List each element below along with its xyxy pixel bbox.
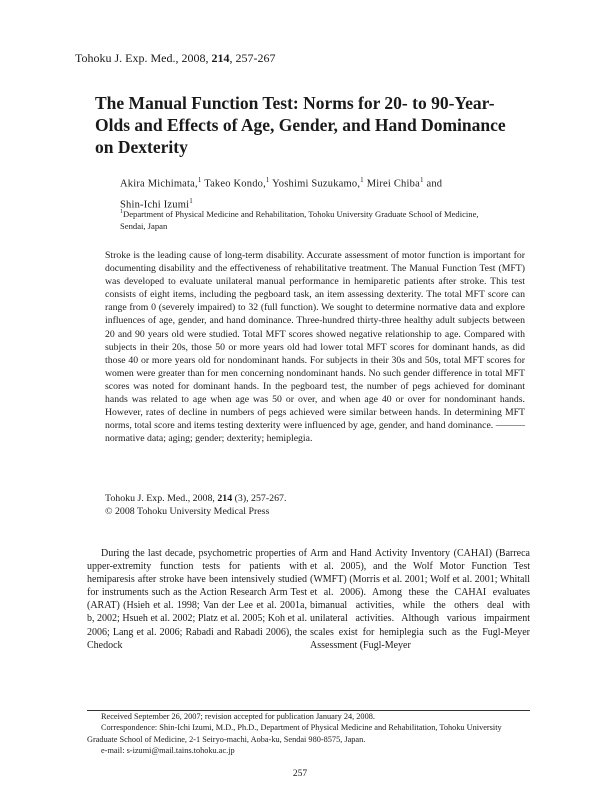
author-affiliation-mark: 1 [197,176,202,184]
affiliation-text: Department of Physical Medicine and Rehabilitation, Tohoku University Graduate School of Medicine, Sendai, Japan [120,208,479,231]
page-number: 257 [292,769,308,779]
journal-pages: , 257-267 [229,51,276,65]
author-conjunction: and [426,178,443,190]
author-name: Takeo Kondo, [204,178,266,190]
citation-line [105,492,525,505]
author-affiliation-mark: 1 [419,176,424,184]
correspondence-note: Correspondence: Shin-Ichi Izumi, M.D., Ph.D., Department of Physical Medicine and Rehabilitation, Tohoku University Graduate School of Medicine, 2-1 Seiryo-machi, Aoba-ku, Sendai 980-8575, Japan. [87,723,502,744]
author-affiliation-mark: 1 [265,176,270,184]
author-name: Akira Michimata, [120,178,198,190]
keywords: normative data; aging; gender; dexterity; hemiplegia. [105,433,313,445]
affiliation-mark: 1 [120,209,123,215]
author-affiliation-mark: 1 [360,176,364,184]
copyright-line: © 2008 Tohoku University Medical Press [105,506,270,517]
keywords-dash: ——— [495,420,525,432]
journal-volume: 214 [211,51,230,65]
body-left-column: During the last decade, psychometric properties of upper-extremity function tests for patients with hemiparesis after stroke have been intensively studied for instruments such as the Action Research Arm Test (ARAT) (Hsieh et al. 1998; Van der Lee et al. 2001a, b, 2002; Hsueh et al. 2002; Platz et al. 2005; Koh et al. 2006; Lang et al. 2006; Rabadi and Rabadi 2006), the Chedock [87,548,307,651]
affiliation [120,206,500,232]
author-name: Mirei Chiba [366,178,420,190]
citation-issue-pages: (3), 257-267. [232,493,287,504]
article-title: The Manual Function Test: Norms for 20- to 90-Year-Olds and Effects of Age, Gender, and Hand Dominance on Dexterity [95,93,506,157]
abstract-text: Stroke is the leading cause of long-term disability. Accurate assessment of motor function is important for documenting disability and the effectiveness of rehabilitative treatment. The Manual Function Test (MFT) was developed to evaluate unilateral manual performance in hemiparetic patients after stroke. This test consists of eight items, including the pegboard task, an item assessing dexterity. The total MFT score can range from 0 (severely impaired) to 32 (full function). We sought to determine normative data and explore influences of age, gender, and hand dominance. Three-hundred thirty-three healthy adult subjects between 20 and 90 years old were studied. Total MFT scores showed negative relationship to age. Compared with subjects in their 20s, those 50 or more years old had lower total MFT scores for dominant hands, as did those 40 or more years old for nondominant hands. For subjects in their 30s and 50s, total MFT scores for women were greater than for men concerning nondominant hands. No such gender difference in total MFT scores was noted for dominant hands. In the pegboard test, the number of pegs achieved for dominant hands was related to age when age was 50 or over, and when age 40 or over for nondominant hands. However, rates of decline in numbers of pegs achieved were similar between hands. In determining MFT norms, total score and items testing dexterity were influenced by age, gender, and hand dominance. [105,250,525,432]
citation-journal: Tohoku J. Exp. Med., 2008, [105,493,218,504]
abstract [105,249,525,445]
author-name: Shin-Ichi Izumi [120,199,190,210]
footnotes [87,711,530,757]
author-affiliation-mark: 1 [189,196,193,205]
citation-block [105,492,525,518]
journal-name: Tohoku J. Exp. Med., 2008, [75,51,212,65]
author-name: Yoshimi Suzukamo, [272,178,361,190]
email-note: e-mail: s-izumi@mail.tains.tohoku.ac.jp [101,746,235,756]
citation-volume: 214 [217,493,233,504]
received-note: Received September 26, 2007; revision accepted for publication January 24, 2008. [101,712,375,721]
journal-header [75,51,276,66]
body-right-column: Arm and Hand Activity Inventory (CAHAI) (Barreca et al. 2005), and the Wolf Motor Function Test (WMFT) (Morris et al. 2001; Wolf et al. 2001; Whitall et al. 2006). Among these the CAHAI evaluates bimanual activities, while the others deal with unilateral activities. Although various impairment scales exist for hemiplegia such as the Fugl-Meyer Assessment (Fugl-Meyer [310,548,530,651]
